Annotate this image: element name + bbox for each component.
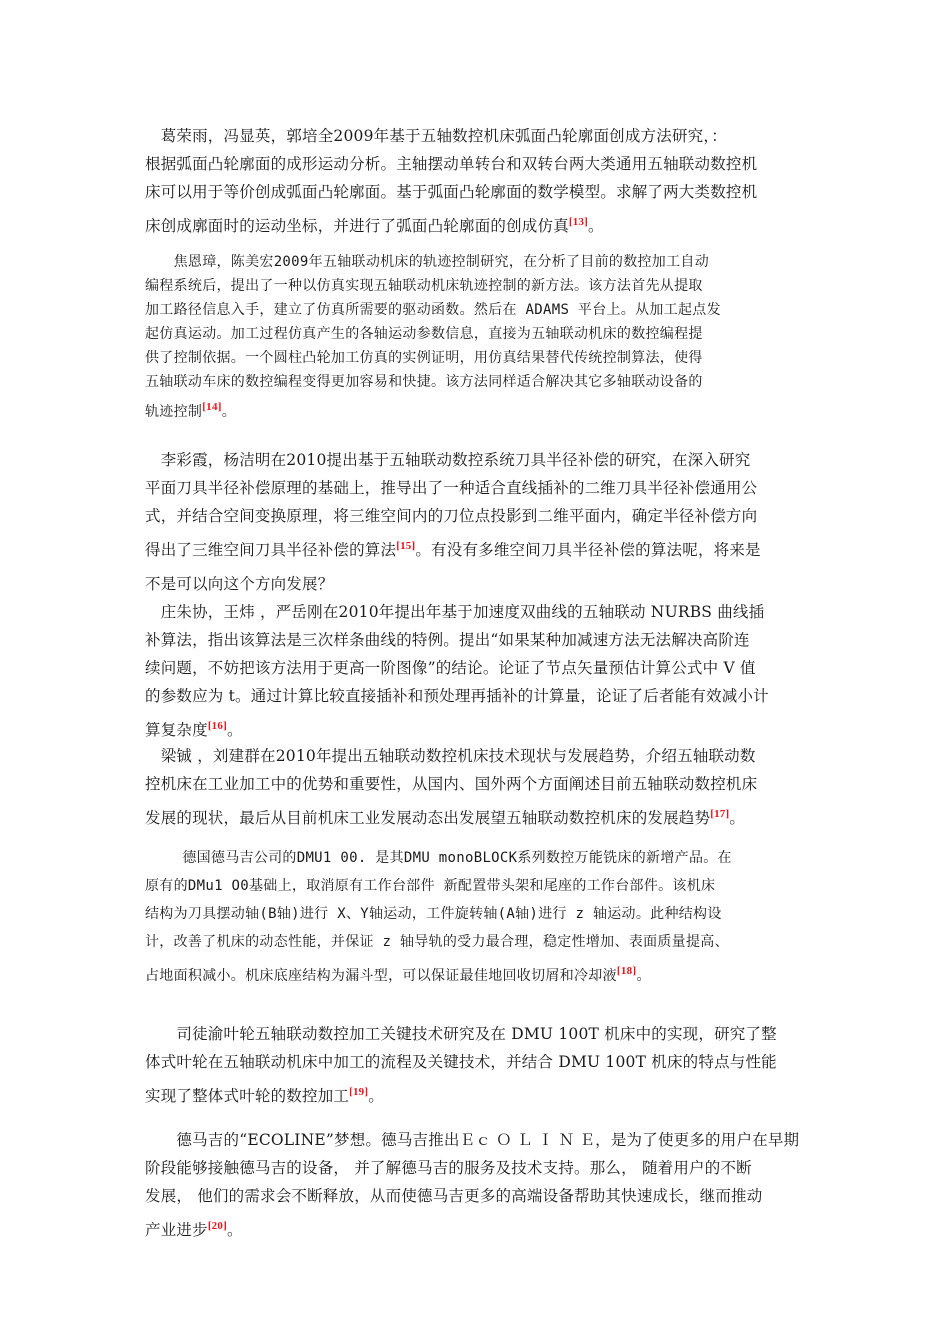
text-line <box>145 1076 817 1116</box>
citation-ref: [13] <box>568 216 589 228</box>
line-tail: 。 <box>368 1087 384 1105</box>
text-line: 庄朱协，王炜 ，严岳刚在2010年提出年基于加速度双曲线的五轴联动 NURBS 曲线插 <box>145 603 765 621</box>
text-line: 加工路径信息入手，建立了仿真所需要的驱动函数。然后在 ADAMS 平台上。从加工起点发 <box>145 302 721 318</box>
text-line: 焦恩璋，陈美宏2009年五轴联动机床的轨迹控制研究，在分析了目前的数控加工自动 <box>145 254 710 270</box>
text-line: 李彩霞，杨洁明在2010提出基于五轴联动数控系统刀具半径补偿的研究，在深入研究 <box>145 451 751 469</box>
paragraph-3 <box>145 446 817 598</box>
paragraph-4 <box>145 598 817 750</box>
text-line: 原有的DMu1 O0基础上，取消原有工作台部件 新配置带头架和尾座的工作台部件。该机床 <box>145 878 716 894</box>
line-text: 得出了三维空间刀具半径补偿的算法 <box>145 541 397 559</box>
citation-ref: [16] <box>207 720 227 732</box>
paragraph-5 <box>145 742 817 838</box>
text-line <box>145 956 817 996</box>
line-text: 实现了整体式叶轮的数控加工 <box>145 1087 350 1105</box>
line-text: 算复杂度 <box>145 721 208 739</box>
citation-ref: [17] <box>710 808 730 820</box>
line-tail: 。 <box>729 809 746 827</box>
citation-ref: [15] <box>396 540 416 552</box>
text-line: 阶段能够接触德马吉的设备， 并了解德马吉的服务及技术支持。那么， 随着用户的不断 <box>145 1159 752 1177</box>
text-line: 供了控制依据。一个圆柱凸轮加工仿真的实例证明，用仿真结果替代传统控制算法，使得 <box>145 350 703 366</box>
line-text: 床创成廓面时的运动坐标，并进行了弧面凸轮廓面的创成仿真 <box>145 217 569 235</box>
text-line <box>145 1210 817 1250</box>
line-tail: 。有没有多维空间刀具半径补偿的算法呢，将来是 <box>415 541 761 559</box>
line-text: 发展的现状，最后从目前机床工业发展动态出发展望五轴联动数控机床的发展趋势 <box>145 809 711 827</box>
text-line <box>145 798 817 838</box>
text-line: 发展， 他们的需求会不断释放，从而使德马吉更多的高端设备帮助其快速成长，继而推动 <box>145 1187 763 1205</box>
citation-ref: [14] <box>202 401 222 413</box>
text-line: 编程系统后，提出了一种以仿真实现五轴联动机床轨迹控制的新方法。该方法首先从提取 <box>145 278 703 294</box>
text-line: 的参数应为 t。通过计算比较直接插补和预处理再插补的计算量，论证了后者能有效减小计 <box>145 687 769 705</box>
text-line: 德马吉的“ECOLINE”梦想。德马吉推出Ｅｃ Ｏ Ｌ Ｉ Ｎ Ｅ，是为了使更多的用户在早期 <box>145 1131 800 1149</box>
line-tail: 。 <box>226 721 243 739</box>
text-line: 续问题，不妨把该方法用于更高一阶图像”的结论。论证了节点矢量预估计算公式中 V 值 <box>145 659 756 677</box>
text-line: 根据弧面凸轮廓面的成形运动分析。主轴摆动单转台和双转台两大类通用五轴联动数控机 <box>145 155 758 173</box>
text-line: 控机床在工业加工中的优势和重要性，从国内、国外两个方面阐述目前五轴联动数控机床 <box>145 775 758 793</box>
text-line <box>145 206 817 246</box>
line-tail: 。 <box>636 968 651 984</box>
line-text: 轨迹控制 <box>145 404 203 420</box>
paragraph-6 <box>145 844 817 996</box>
paragraph-2 <box>145 250 817 430</box>
text-line: 结构为刀具摆动轴(B轴)进行 X、Y轴运动，工件旋转轴(A轴)进行 z 轴运动。此种结构设 <box>145 906 722 922</box>
text-line: 计，改善了机床的动态性能，并保证 z 轴导轨的受力最合理，稳定性增加、表面质量提高、 <box>145 934 729 950</box>
paragraph-1 <box>145 122 817 246</box>
text-line: 五轴联动车床的数控编程变得更加容易和快捷。该方法同样适合解决其它多轴联动设备的 <box>145 374 703 390</box>
text-line: 不是可以向这个方向发展？ <box>145 575 334 593</box>
text-line: 德国德马吉公司的DMU1 00. 是其DMU monoBLOCK系列数控万能铣床的新增产品。在 <box>145 850 732 866</box>
text-line: 床可以用于等价创成弧面凸轮廓面。基于弧面凸轮廓面的数学模型。求解了两大类数控机 <box>145 183 758 201</box>
line-tail: 。 <box>226 1221 243 1239</box>
line-text: 占地面积减小。机床底座结构为漏斗型，可以保证最佳地回收切屑和冷却液 <box>145 968 617 984</box>
text-line <box>145 530 817 570</box>
text-line: 式，并结合空间变换原理，将三维空间内的刀位点投影到二维平面内，确定半径补偿方向 <box>145 507 758 525</box>
text-line: 补算法，指出该算法是三次样条曲线的特例。提出“如果某种加减速方法无法解决高阶连 <box>145 631 750 649</box>
line-text: 产业进步 <box>145 1221 208 1239</box>
citation-ref: [20] <box>207 1220 227 1232</box>
line-tail: 。 <box>221 404 237 420</box>
text-line: 葛荣雨，冯显英，郭培全2009年基于五轴数控机床弧面凸轮廓面创成方法研究，： <box>145 127 727 145</box>
citation-ref: [19] <box>349 1086 369 1098</box>
citation-ref: [18] <box>616 965 637 977</box>
text-line <box>145 394 817 430</box>
text-line: 体式叶轮在五轴联动机床中加工的流程及关键技术，并结合 DMU 100T 机床的特点与性能 <box>145 1053 777 1071</box>
text-line: 平面刀具半径补偿原理的基础上，推导出了一种适合直线插补的二维刀具半径补偿通用公 <box>145 479 758 497</box>
paragraph-8 <box>145 1126 817 1250</box>
text-line: 司徒渝叶轮五轴联动数控加工关键技术研究及在 DMU 100T 机床中的实现，研究了整 <box>145 1025 777 1043</box>
paragraph-7 <box>145 1020 817 1116</box>
line-tail: 。 <box>588 217 604 235</box>
text-line: 起仿真运动。加工过程仿真产生的各轴运动参数信息，直接为五轴联动机床的数控编程提 <box>145 326 703 342</box>
text-line: 梁铖 ，刘建群在2010年提出五轴联动数控机床技术现状与发展趋势，介绍五轴联动数 <box>145 747 756 765</box>
